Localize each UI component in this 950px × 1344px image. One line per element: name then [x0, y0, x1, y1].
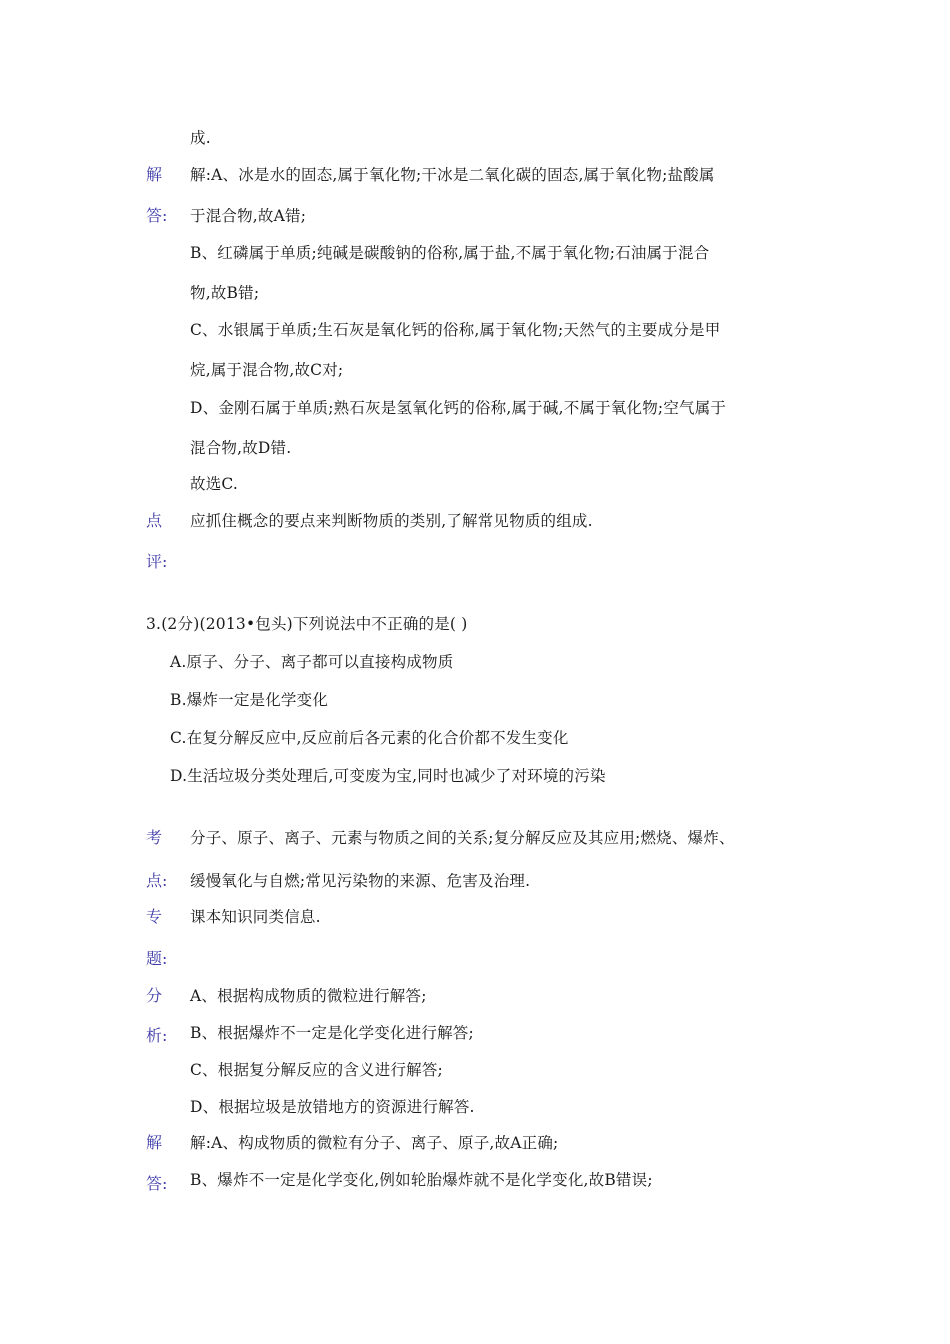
- fenxi-line: A、根据构成物质的微粒进行解答;: [190, 987, 427, 1005]
- answer-line: 解:A、构成物质的微粒有分子、离子、原子,故A正确;: [190, 1134, 559, 1152]
- answer-line: 故选C.: [190, 475, 239, 493]
- fenxi-line: C、根据复分解反应的含义进行解答;: [190, 1061, 443, 1079]
- answer-line: 解:A、冰是水的固态,属于氧化物;干冰是二氧化碳的固态,属于氧化物;盐酸属: [190, 166, 715, 184]
- answer-line: 物,故B错;: [190, 284, 260, 302]
- answer-line: B、红磷属于单质;纯碱是碳酸钠的俗称,属于盐,不属于氧化物;石油属于混合: [190, 244, 710, 262]
- question-stem: 3.(2分)(2013•包头)下列说法中不正确的是( ): [146, 615, 468, 633]
- label-fenxi: 分: [146, 986, 163, 1005]
- option-d: D.生活垃圾分类处理后,可变废为宝,同时也减少了对环境的污染: [170, 767, 606, 785]
- text-line: 成.: [190, 129, 211, 147]
- kaodian-line: 分子、原子、离子、元素与物质之间的关系;复分解反应及其应用;燃烧、爆炸、: [190, 829, 735, 847]
- label-dianping: 评:: [146, 552, 168, 571]
- option-a: A.原子、分子、离子都可以直接构成物质: [170, 653, 454, 671]
- label-jieda: 答:: [146, 206, 168, 225]
- answer-line: D、金刚石属于单质;熟石灰是氢氧化钙的俗称,属于碱,不属于氧化物;空气属于: [190, 399, 727, 417]
- answer-line: 烷,属于混合物,故C对;: [190, 361, 344, 379]
- label-kaodian: 点:: [146, 871, 168, 890]
- option-c: C.在复分解反应中,反应前后各元素的化合价都不发生变化: [170, 729, 569, 747]
- label-jieda: 答:: [146, 1174, 168, 1193]
- option-b: B.爆炸一定是化学变化: [170, 691, 329, 709]
- fenxi-line: B、根据爆炸不一定是化学变化进行解答;: [190, 1024, 474, 1042]
- label-zhuanti: 题:: [146, 949, 168, 968]
- answer-line: 混合物,故D错.: [190, 439, 292, 457]
- answer-line: C、水银属于单质;生石灰是氧化钙的俗称,属于氧化物;天然气的主要成分是甲: [190, 321, 721, 339]
- answer-line: B、爆炸不一定是化学变化,例如轮胎爆炸就不是化学变化,故B错误;: [190, 1171, 653, 1189]
- label-zhuanti: 专: [146, 907, 163, 926]
- zhuanti-text: 课本知识同类信息.: [190, 908, 321, 926]
- label-jieda: 解: [146, 165, 163, 184]
- kaodian-line: 缓慢氧化与自燃;常见污染物的来源、危害及治理.: [190, 872, 531, 890]
- label-dianping: 点: [146, 511, 163, 530]
- label-fenxi: 析:: [146, 1026, 168, 1045]
- answer-line: 于混合物,故A错;: [190, 207, 307, 225]
- fenxi-line: D、根据垃圾是放错地方的资源进行解答.: [190, 1098, 475, 1116]
- label-jieda: 解: [146, 1133, 163, 1152]
- label-kaodian: 考: [146, 828, 163, 847]
- comment-text: 应抓住概念的要点来判断物质的类别,了解常见物质的组成.: [190, 512, 593, 530]
